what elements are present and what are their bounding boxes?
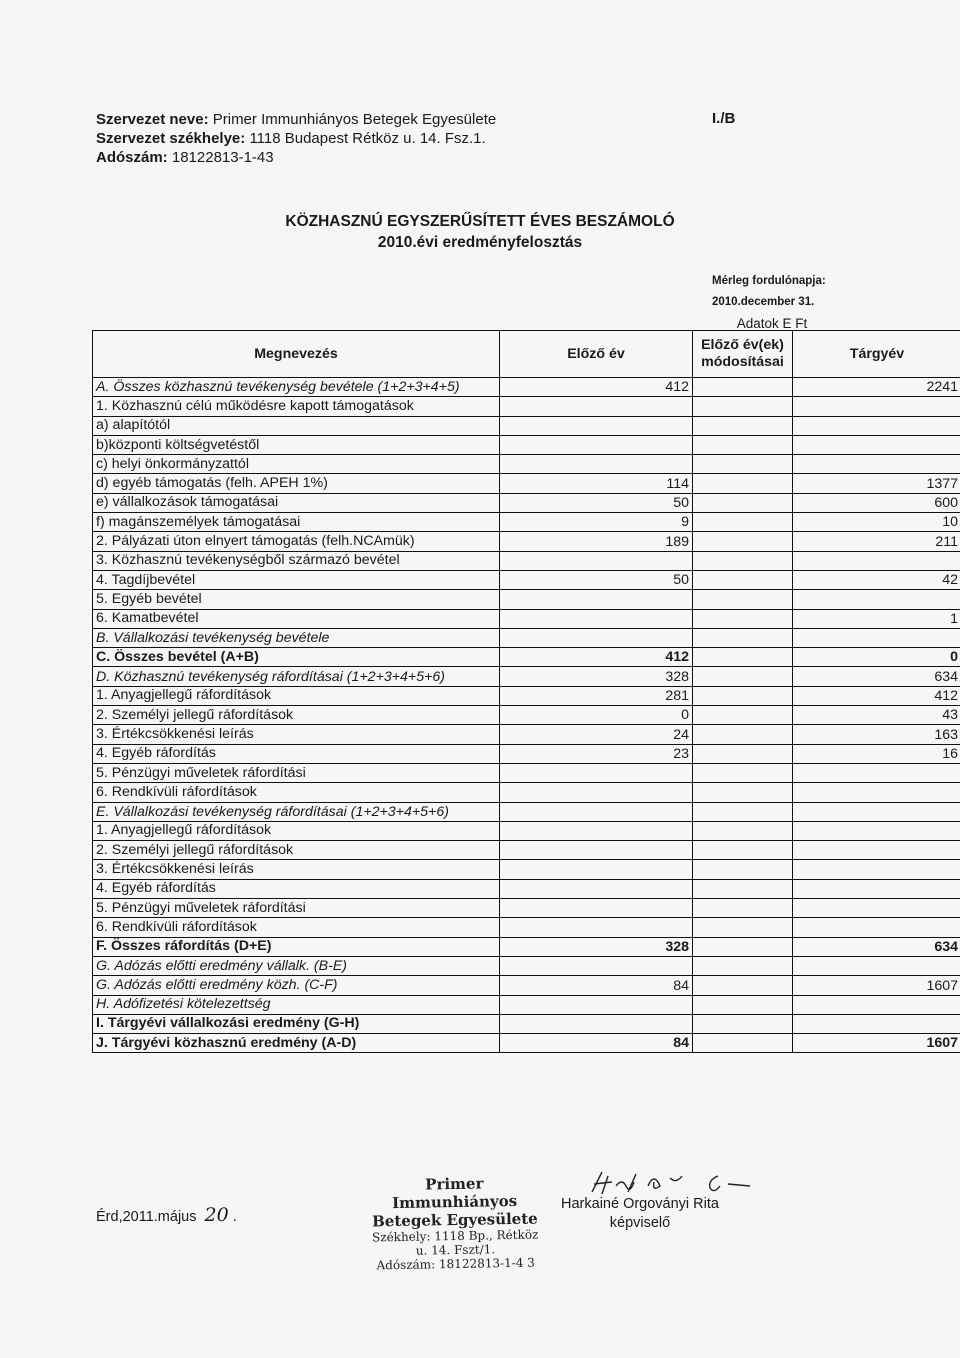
row-label: 6. Kamatbevétel (93, 609, 500, 628)
prev-year-value (500, 628, 693, 647)
signer-role: képviselő (609, 1215, 671, 1231)
modification-value (693, 802, 793, 821)
current-year-value (793, 821, 960, 840)
place-date: Érd,2011.május 20 . (96, 1204, 237, 1226)
row-label: D. Közhasznú tevékenység ráfordításai (1+2+3+4+5+6) (93, 667, 500, 686)
modification-value (693, 995, 793, 1014)
current-year-value (793, 956, 960, 975)
table-row (93, 860, 960, 879)
row-label: 1. Anyagjellegű ráfordítások (93, 821, 500, 840)
modification-value (693, 956, 793, 975)
table-row (93, 551, 960, 570)
row-label: 4. Egyéb ráfordítás (93, 879, 500, 898)
signer-name: Harkainé Orgoványi Rita (561, 1196, 719, 1212)
table-row (93, 667, 960, 686)
current-year-value: 10 (793, 513, 960, 532)
organization-header (96, 110, 496, 167)
table-row (93, 744, 960, 763)
modification-value (693, 841, 793, 860)
current-year-value (793, 899, 960, 918)
modification-value (693, 609, 793, 628)
prev-year-value (500, 455, 693, 474)
current-year-value (793, 590, 960, 609)
current-year-value (793, 455, 960, 474)
modification-value (693, 532, 793, 551)
table-row (93, 609, 960, 628)
row-label: 2. Személyi jellegű ráfordítások (93, 841, 500, 860)
table-row (93, 937, 960, 956)
row-label: A. Összes közhasznú tevékenység bevétele (1+2+3+4+5) (93, 378, 500, 397)
org-seat: 1118 Budapest Rétköz u. 14. Fsz.1. (249, 130, 486, 147)
current-year-value: 211 (793, 532, 960, 551)
form-code: I./B (712, 110, 736, 127)
table-row (93, 435, 960, 454)
modification-value (693, 648, 793, 667)
row-label: a) alapítótól (93, 416, 500, 435)
modification-value (693, 879, 793, 898)
modification-value (693, 570, 793, 589)
prev-year-value (500, 918, 693, 937)
modification-value (693, 416, 793, 435)
table-row (93, 628, 960, 647)
prev-year-value: 189 (500, 532, 693, 551)
row-label: E. Vállalkozási tevékenység ráfordításai (1+2+3+4+5+6) (93, 802, 500, 821)
prev-year-value: 412 (500, 648, 693, 667)
modification-value (693, 1014, 793, 1033)
header-current-year: Tárgyév (793, 331, 960, 378)
prev-year-value (500, 879, 693, 898)
table-row (93, 532, 960, 551)
signature (588, 1168, 788, 1198)
table-row (93, 995, 960, 1014)
prev-year-value (500, 1014, 693, 1033)
row-label: 2. Pályázati úton elnyert támogatás (felh.NCAmük) (93, 532, 500, 551)
current-year-value: 1607 (793, 976, 960, 995)
row-label: 3. Értékcsökkenési leírás (93, 860, 500, 879)
prev-year-value: 0 (500, 706, 693, 725)
prev-year-value: 412 (500, 378, 693, 397)
prev-year-value (500, 609, 693, 628)
modification-value (693, 725, 793, 744)
table-row (93, 763, 960, 782)
table-row (93, 783, 960, 802)
current-year-value (793, 763, 960, 782)
row-label: F. Összes ráfordítás (D+E) (93, 937, 500, 956)
table-row (93, 397, 960, 416)
org-tax-line: Adószám: 18122813-1-43 (96, 149, 274, 166)
row-label: 1. Közhasznú célú működésre kapott támogatások (93, 397, 500, 416)
current-year-value (793, 628, 960, 647)
prev-year-value (500, 899, 693, 918)
row-label: 4. Egyéb ráfordítás (93, 744, 500, 763)
modification-value (693, 513, 793, 532)
prev-year-value (500, 397, 693, 416)
current-year-value (793, 860, 960, 879)
modification-value (693, 763, 793, 782)
row-label: 3. Közhasznú tevékenységből származó bevétel (93, 551, 500, 570)
table-row (93, 879, 960, 898)
prev-year-value: 23 (500, 744, 693, 763)
row-label: f) magánszemélyek támogatásai (93, 513, 500, 532)
current-year-value (793, 802, 960, 821)
table-row (93, 416, 960, 435)
table-row (93, 686, 960, 705)
current-year-value: 43 (793, 706, 960, 725)
modification-value (693, 860, 793, 879)
table-row (93, 648, 960, 667)
modification-value (693, 590, 793, 609)
current-year-value (793, 918, 960, 937)
header-modifications: Előző év(ek) módosításai (693, 331, 793, 378)
table-row (93, 725, 960, 744)
modification-value (693, 783, 793, 802)
row-label: 1. Anyagjellegű ráfordítások (93, 686, 500, 705)
row-label: I. Tárgyévi vállalkozási eredmény (G-H) (93, 1014, 500, 1033)
row-label: H. Adófizetési kötelezettség (93, 995, 500, 1014)
header-prev-year: Előző év (500, 331, 693, 378)
table-row (93, 841, 960, 860)
row-label: 4. Tagdíjbevétel (93, 570, 500, 589)
current-year-value (793, 397, 960, 416)
current-year-value (793, 995, 960, 1014)
row-label: 5. Pénzügyi műveletek ráfordítási (93, 899, 500, 918)
prev-year-value: 24 (500, 725, 693, 744)
balance-date: 2010.december 31. (712, 296, 815, 308)
prev-year-value: 281 (500, 686, 693, 705)
table-row (93, 918, 960, 937)
row-label: G. Adózás előtti eredmény közh. (C-F) (93, 976, 500, 995)
balance-date-label: Mérleg fordulónapja: (712, 275, 826, 287)
table-row (93, 513, 960, 532)
org-tax: 18122813-1-43 (171, 149, 274, 166)
modification-value (693, 455, 793, 474)
row-label: 6. Rendkívüli ráfordítások (93, 918, 500, 937)
current-year-value (793, 551, 960, 570)
unit-label: Adatok E Ft (736, 316, 808, 331)
prev-year-value (500, 416, 693, 435)
table-row (93, 570, 960, 589)
modification-value (693, 937, 793, 956)
current-year-value: 16 (793, 744, 960, 763)
prev-year-value (500, 956, 693, 975)
current-year-value: 1377 (793, 474, 960, 493)
table-row (93, 976, 960, 995)
current-year-value (793, 1014, 960, 1033)
modification-value (693, 918, 793, 937)
table-row (93, 821, 960, 840)
modification-value (693, 686, 793, 705)
handwritten-day: 20 (204, 1204, 229, 1226)
prev-year-value (500, 551, 693, 570)
org-seat-line: Szervezet székhelye: 1118 Budapest Rétköz u. 14. Fsz.1. (96, 130, 486, 147)
modification-value (693, 821, 793, 840)
modification-value (693, 744, 793, 763)
current-year-value (793, 879, 960, 898)
modification-value (693, 397, 793, 416)
modification-value (693, 1034, 793, 1053)
prev-year-value (500, 590, 693, 609)
org-name: Primer Immunhiányos Betegek Egyesülete (212, 111, 497, 128)
table-row (93, 474, 960, 493)
prev-year-value (500, 821, 693, 840)
organization-stamp: Primer Immunhiányos Betegek Egyesülete Székhely: 1118 Bp., Rétköz u. 14. Fszt/1. Adószám: 18122813-1-4 3 (371, 1174, 539, 1273)
prev-year-value (500, 763, 693, 782)
current-year-value: 634 (793, 937, 960, 956)
row-label: d) egyéb támogatás (felh. APEH 1%) (93, 474, 500, 493)
row-label: 2. Személyi jellegű ráfordítások (93, 706, 500, 725)
row-label: 6. Rendkívüli ráfordítások (93, 783, 500, 802)
prev-year-value (500, 841, 693, 860)
org-name-line: Szervezet neve: Primer Immunhiányos Betegek Egyesülete (96, 111, 497, 128)
prev-year-value: 84 (500, 1034, 693, 1053)
results-table (92, 330, 960, 1053)
modification-value (693, 976, 793, 995)
table-row (93, 1014, 960, 1033)
current-year-value (793, 416, 960, 435)
prev-year-value: 50 (500, 570, 693, 589)
current-year-value: 600 (793, 493, 960, 512)
row-label: G. Adózás előtti eredmény vállalk. (B-E) (93, 956, 500, 975)
row-label: c) helyi önkormányzattól (93, 455, 500, 474)
row-label: 3. Értékcsökkenési leírás (93, 725, 500, 744)
prev-year-value (500, 783, 693, 802)
table-row (93, 455, 960, 474)
modification-value (693, 493, 793, 512)
current-year-value: 163 (793, 725, 960, 744)
row-label: b)központi költségvetéstől (93, 435, 500, 454)
current-year-value: 2241 (793, 378, 960, 397)
row-label: B. Vállalkozási tevékenység bevétele (93, 628, 500, 647)
current-year-value (793, 783, 960, 802)
modification-value (693, 474, 793, 493)
modification-value (693, 628, 793, 647)
signer-block (560, 1195, 720, 1233)
prev-year-value: 114 (500, 474, 693, 493)
table-row (93, 378, 960, 397)
current-year-value: 634 (793, 667, 960, 686)
current-year-value: 412 (793, 686, 960, 705)
header-name: Megnevezés (93, 331, 500, 378)
document-subtitle: 2010.évi eredményfelosztás (377, 234, 583, 251)
prev-year-value (500, 995, 693, 1014)
modification-value (693, 378, 793, 397)
prev-year-value (500, 860, 693, 879)
current-year-value: 0 (793, 648, 960, 667)
table-row (93, 590, 960, 609)
table-row (93, 956, 960, 975)
table-row (93, 706, 960, 725)
prev-year-value: 328 (500, 667, 693, 686)
current-year-value: 1607 (793, 1034, 960, 1053)
table-row (93, 1034, 960, 1053)
row-label: 5. Egyéb bevétel (93, 590, 500, 609)
current-year-value (793, 435, 960, 454)
prev-year-value: 50 (500, 493, 693, 512)
current-year-value: 42 (793, 570, 960, 589)
table-row (93, 899, 960, 918)
table-row (93, 493, 960, 512)
table-header-row (93, 331, 960, 378)
modification-value (693, 667, 793, 686)
modification-value (693, 435, 793, 454)
current-year-value (793, 841, 960, 860)
modification-value (693, 706, 793, 725)
prev-year-value (500, 802, 693, 821)
row-label: C. Összes bevétel (A+B) (93, 648, 500, 667)
prev-year-value: 84 (500, 976, 693, 995)
prev-year-value: 328 (500, 937, 693, 956)
table-row (93, 802, 960, 821)
prev-year-value: 9 (500, 513, 693, 532)
row-label: 5. Pénzügyi műveletek ráfordítási (93, 763, 500, 782)
row-label: e) vállalkozások támogatásai (93, 493, 500, 512)
current-year-value: 1 (793, 609, 960, 628)
row-label: J. Tárgyévi közhasznú eredmény (A-D) (93, 1034, 500, 1053)
prev-year-value (500, 435, 693, 454)
modification-value (693, 899, 793, 918)
modification-value (693, 551, 793, 570)
document-title: KÖZHASZNÚ EGYSZERŰSÍTETT ÉVES BESZÁMOLÓ (285, 213, 675, 230)
